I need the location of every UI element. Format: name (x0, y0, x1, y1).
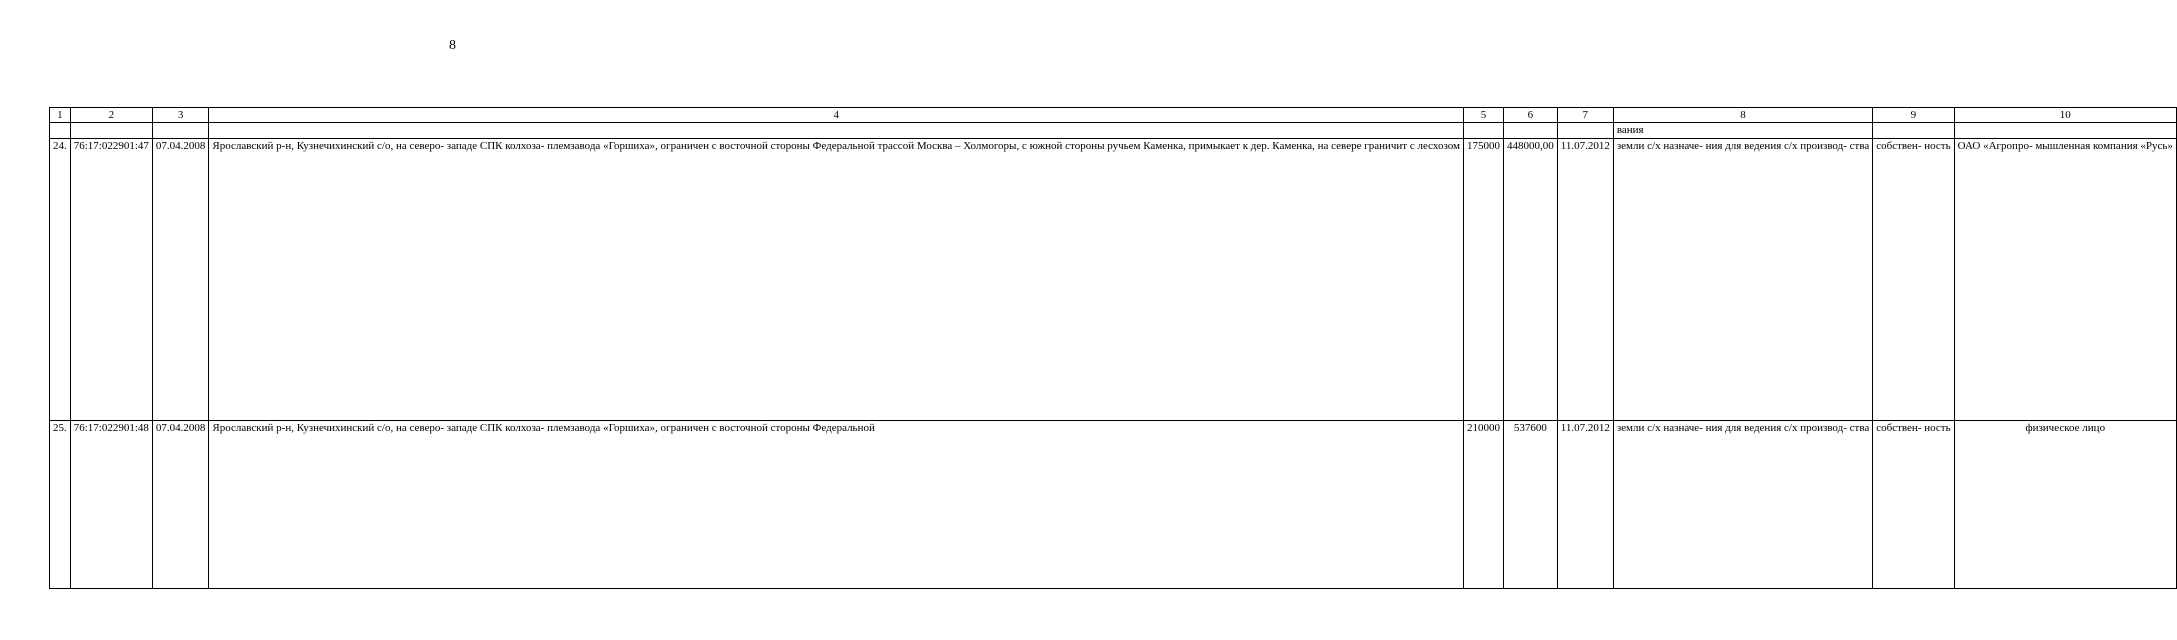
col-number: 6 (1503, 108, 1557, 123)
owner-name: ОАО «Агропро- мышленная компания «Русь» (1954, 139, 2176, 421)
cadastral-value: 448000,00 (1503, 139, 1557, 421)
col-number: 9 (1873, 108, 1954, 123)
col-number: 5 (1463, 108, 1503, 123)
cadastral-number: 76:17:022901:48 (70, 421, 152, 589)
land-register-table (49, 107, 2177, 589)
col-number: 3 (152, 108, 209, 123)
land-category: земли с/х назначе- ния для ведения с/х производ- ства (1613, 139, 1872, 421)
owner-name: физическое лицо (1954, 421, 2176, 589)
continuation-text: вания (1613, 123, 1872, 139)
row-number: 24. (50, 139, 71, 421)
column-number-row (50, 108, 2177, 123)
col-number: 10 (1954, 108, 2176, 123)
table-row (50, 421, 2177, 589)
right-type: собствен- ность (1873, 421, 1954, 589)
record-date: 11.07.2012 (1557, 139, 1613, 421)
col-number: 2 (70, 108, 152, 123)
registration-date: 07.04.2008 (152, 421, 209, 589)
registration-date: 07.04.2008 (152, 139, 209, 421)
right-type: собствен- ность (1873, 139, 1954, 421)
location-description: Ярославский р-н, Кузнечихинский с/о, на северо- западе СПК колхоза- племзавода «Горшиха», ограничен с восточной стороны Федеральной трассой Москва – Холмогоры, с южной стороны ручьем Каменка, примыкает к дер. Каменка, на севере граничит с лесхозом (209, 139, 1464, 421)
land-category: земли с/х назначе- ния для ведения с/х производ- ства (1613, 421, 1872, 589)
continuation-row (50, 123, 2177, 139)
cadastral-value: 537600 (1503, 421, 1557, 589)
page-number: 8 (449, 38, 456, 53)
area-value: 175000 (1463, 139, 1503, 421)
record-date: 11.07.2012 (1557, 421, 1613, 589)
col-number: 1 (50, 108, 71, 123)
col-number: 4 (209, 108, 1464, 123)
location-description: Ярославский р-н, Кузнечихинский с/о, на северо- западе СПК колхоза- племзавода «Горшиха», ограничен с восточной стороны Федеральной (209, 421, 1464, 589)
col-number: 8 (1613, 108, 1872, 123)
table-row (50, 139, 2177, 421)
col-number: 7 (1557, 108, 1613, 123)
row-number: 25. (50, 421, 71, 589)
cadastral-number: 76:17:022901:47 (70, 139, 152, 421)
area-value: 210000 (1463, 421, 1503, 589)
